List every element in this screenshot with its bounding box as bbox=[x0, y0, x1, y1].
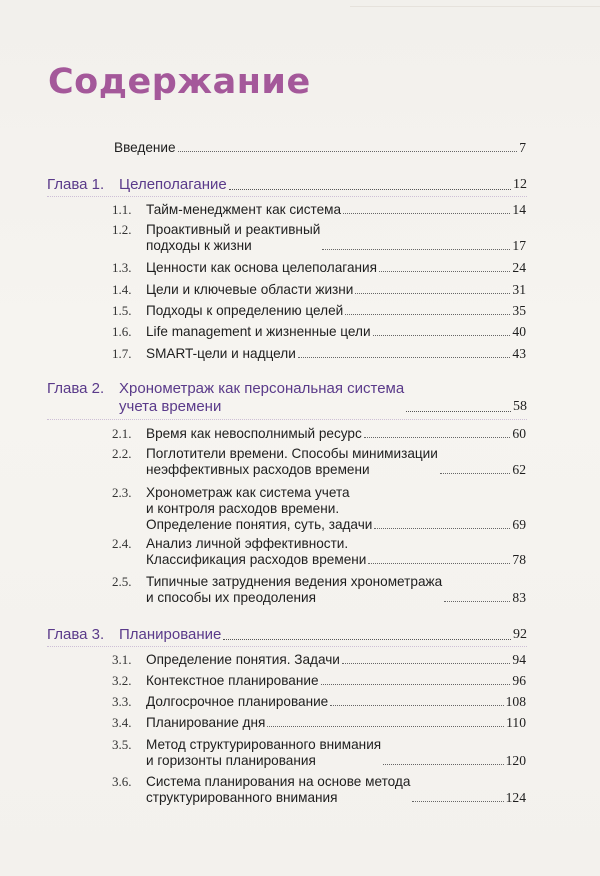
toc-page-number: 12 bbox=[513, 177, 527, 192]
toc-entry-3-2[interactable] bbox=[112, 673, 526, 689]
toc-entry-1-1[interactable] bbox=[112, 202, 526, 218]
toc-entry-1-4[interactable] bbox=[112, 282, 526, 298]
toc-page-number: 124 bbox=[505, 790, 526, 805]
toc-entry-1-2[interactable] bbox=[112, 222, 526, 254]
toc-page-number: 7 bbox=[519, 140, 526, 155]
section-number: 3.2. bbox=[112, 673, 132, 688]
chapter-1-heading[interactable] bbox=[47, 176, 527, 194]
section-title bbox=[146, 737, 381, 769]
section-title bbox=[146, 574, 442, 606]
toc-page-number: 62 bbox=[512, 462, 526, 477]
section-title-line: структурированного внимания bbox=[146, 790, 338, 805]
leader-dots bbox=[322, 248, 510, 250]
section-title-line: Типичные затруднения ведения хронометража bbox=[146, 574, 443, 589]
section-number: 3.4. bbox=[112, 715, 132, 730]
section-title-line: Анализ личной эффективности. bbox=[146, 536, 349, 551]
chapter-label: Глава 1. bbox=[47, 176, 105, 193]
leader-dots bbox=[373, 334, 511, 336]
section-title-line: Поглотители времени. Способы минимизации bbox=[146, 446, 438, 461]
toc-page-number: 108 bbox=[505, 694, 526, 709]
chapter-title-line: Хронометраж как персональная система bbox=[119, 380, 405, 397]
leader-dots bbox=[444, 600, 510, 602]
toc-entry-3-1[interactable] bbox=[112, 652, 526, 668]
toc-page-number: 110 bbox=[506, 715, 526, 730]
chapter-title: Планирование bbox=[119, 626, 222, 643]
section-title-line: Определение понятия, суть, задачи bbox=[146, 517, 373, 532]
leader-dots bbox=[406, 411, 511, 412]
section-number: 1.1. bbox=[112, 202, 132, 217]
chapter-title: Целеполагание bbox=[119, 176, 227, 193]
toc-entry-1-6[interactable] bbox=[112, 324, 526, 340]
toc-entry-2-4[interactable] bbox=[112, 536, 526, 568]
section-number: 1.5. bbox=[112, 303, 132, 318]
toc-page-number: 58 bbox=[513, 399, 527, 414]
toc-page-number: 83 bbox=[512, 590, 526, 605]
leader-dots bbox=[345, 313, 510, 315]
toc-page-number: 120 bbox=[505, 753, 526, 768]
section-title-line: подходы к жизни bbox=[146, 238, 252, 253]
toc-page-number: 69 bbox=[512, 517, 526, 532]
section-title: Определение понятия. Задачи bbox=[146, 652, 340, 667]
toc-page-number: 17 bbox=[512, 238, 526, 253]
section-title: SMART-цели и надцели bbox=[146, 346, 296, 361]
toc-entry-1-7[interactable] bbox=[112, 346, 526, 362]
toc-entry-2-3[interactable] bbox=[112, 485, 526, 533]
section-number: 3.1. bbox=[112, 652, 132, 667]
section-number: 1.2. bbox=[112, 222, 132, 237]
toc-page-number: 43 bbox=[512, 346, 526, 361]
toc-page-number: 35 bbox=[512, 303, 526, 318]
section-title: Время как невосполнимый ресурс bbox=[146, 426, 362, 441]
toc-page-number: 31 bbox=[512, 282, 526, 297]
section-title-line: Хронометраж как система учета bbox=[146, 485, 350, 500]
section-number: 1.7. bbox=[112, 346, 132, 361]
section-title: Подходы к определению целей bbox=[146, 303, 344, 318]
section-title-line: Метод структурированного внимания bbox=[146, 737, 382, 752]
section-title-line: Проактивный и реактивный bbox=[146, 222, 321, 237]
leader-dots bbox=[267, 725, 504, 727]
section-number: 2.1. bbox=[112, 426, 132, 441]
section-title-line: Система планирования на основе метода bbox=[146, 774, 411, 789]
chapter-label: Глава 2. bbox=[47, 380, 105, 397]
leader-dots bbox=[330, 704, 503, 706]
section-title-line: и контроля расходов времени. bbox=[146, 501, 340, 516]
section-number: 1.6. bbox=[112, 324, 132, 339]
toc-page-number: 24 bbox=[512, 260, 526, 275]
section-number: 3.3. bbox=[112, 694, 132, 709]
section-number: 2.4. bbox=[112, 536, 132, 551]
section-number: 2.3. bbox=[112, 485, 132, 500]
chapter-3-heading[interactable] bbox=[47, 626, 527, 644]
section-title-line: неэффективных расходов времени bbox=[146, 462, 370, 477]
toc-entry-3-4[interactable] bbox=[112, 715, 526, 731]
section-title-line: Классификация расходов времени bbox=[146, 552, 367, 567]
section-title bbox=[146, 222, 320, 254]
chapter-separator bbox=[47, 419, 527, 420]
section-number: 3.6. bbox=[112, 774, 132, 789]
toc-entry-2-5[interactable] bbox=[112, 574, 526, 606]
section-number: 1.4. bbox=[112, 282, 132, 297]
section-title: Планирование дня bbox=[146, 715, 266, 730]
toc-entry-1-5[interactable] bbox=[112, 303, 526, 319]
leader-dots bbox=[223, 639, 511, 640]
section-title: Life management и жизненные цели bbox=[146, 324, 371, 339]
chapter-2-heading[interactable] bbox=[47, 380, 527, 416]
section-title bbox=[146, 485, 372, 533]
section-title: Ценности как основа целеполагания bbox=[146, 260, 377, 275]
leader-dots bbox=[383, 763, 503, 765]
leader-dots bbox=[355, 292, 510, 294]
toc-entry-2-1[interactable] bbox=[112, 426, 526, 442]
leader-dots bbox=[374, 527, 510, 529]
section-title bbox=[146, 774, 410, 806]
toc-page-number: 14 bbox=[512, 202, 526, 217]
section-number: 3.5. bbox=[112, 737, 132, 752]
leader-dots bbox=[379, 270, 510, 272]
toc-page-number: 40 bbox=[512, 324, 526, 339]
page-title: Содержание bbox=[48, 62, 311, 102]
chapter-separator bbox=[47, 646, 527, 647]
leader-dots bbox=[412, 800, 503, 802]
leader-dots bbox=[440, 472, 511, 474]
section-title bbox=[146, 536, 366, 568]
toc-page-number: 94 bbox=[512, 652, 526, 667]
section-number: 2.2. bbox=[112, 446, 132, 461]
chapter-separator bbox=[47, 196, 527, 197]
toc-page-number: 78 bbox=[512, 552, 526, 567]
toc-entry-label: Введение bbox=[114, 140, 176, 155]
leader-dots bbox=[298, 356, 511, 358]
header-rule bbox=[350, 6, 600, 17]
section-title: Тайм-менеджмент как система bbox=[146, 202, 342, 217]
leader-dots bbox=[321, 683, 511, 685]
toc-entry-3-5[interactable] bbox=[112, 737, 526, 769]
section-title bbox=[146, 446, 438, 478]
toc-page-number: 96 bbox=[512, 673, 526, 688]
toc-entry-3-6[interactable] bbox=[112, 774, 526, 806]
toc-page-number: 92 bbox=[513, 627, 527, 642]
chapter-label: Глава 3. bbox=[47, 626, 105, 643]
section-title-line: и горизонты планирования bbox=[146, 753, 316, 768]
leader-dots bbox=[178, 150, 518, 152]
chapter-title bbox=[119, 380, 404, 416]
section-number: 2.5. bbox=[112, 574, 132, 589]
toc-entry-3-3[interactable] bbox=[112, 694, 526, 710]
leader-dots bbox=[368, 562, 510, 564]
leader-dots bbox=[342, 662, 511, 664]
toc-entry-intro[interactable] bbox=[114, 140, 526, 156]
leader-dots bbox=[229, 189, 511, 190]
leader-dots bbox=[343, 212, 510, 214]
section-title-line: и способы их преодоления bbox=[146, 590, 316, 605]
chapter-title-line: учета времени bbox=[119, 398, 222, 415]
toc-entry-1-3[interactable] bbox=[112, 260, 526, 276]
toc-entry-2-2[interactable] bbox=[112, 446, 526, 478]
section-title: Долгосрочное планирование bbox=[146, 694, 329, 709]
leader-dots bbox=[364, 436, 511, 438]
section-title: Контекстное планирование bbox=[146, 673, 319, 688]
toc-page-number: 60 bbox=[512, 426, 526, 441]
section-number: 1.3. bbox=[112, 260, 132, 275]
section-title: Цели и ключевые области жизни bbox=[146, 282, 354, 297]
